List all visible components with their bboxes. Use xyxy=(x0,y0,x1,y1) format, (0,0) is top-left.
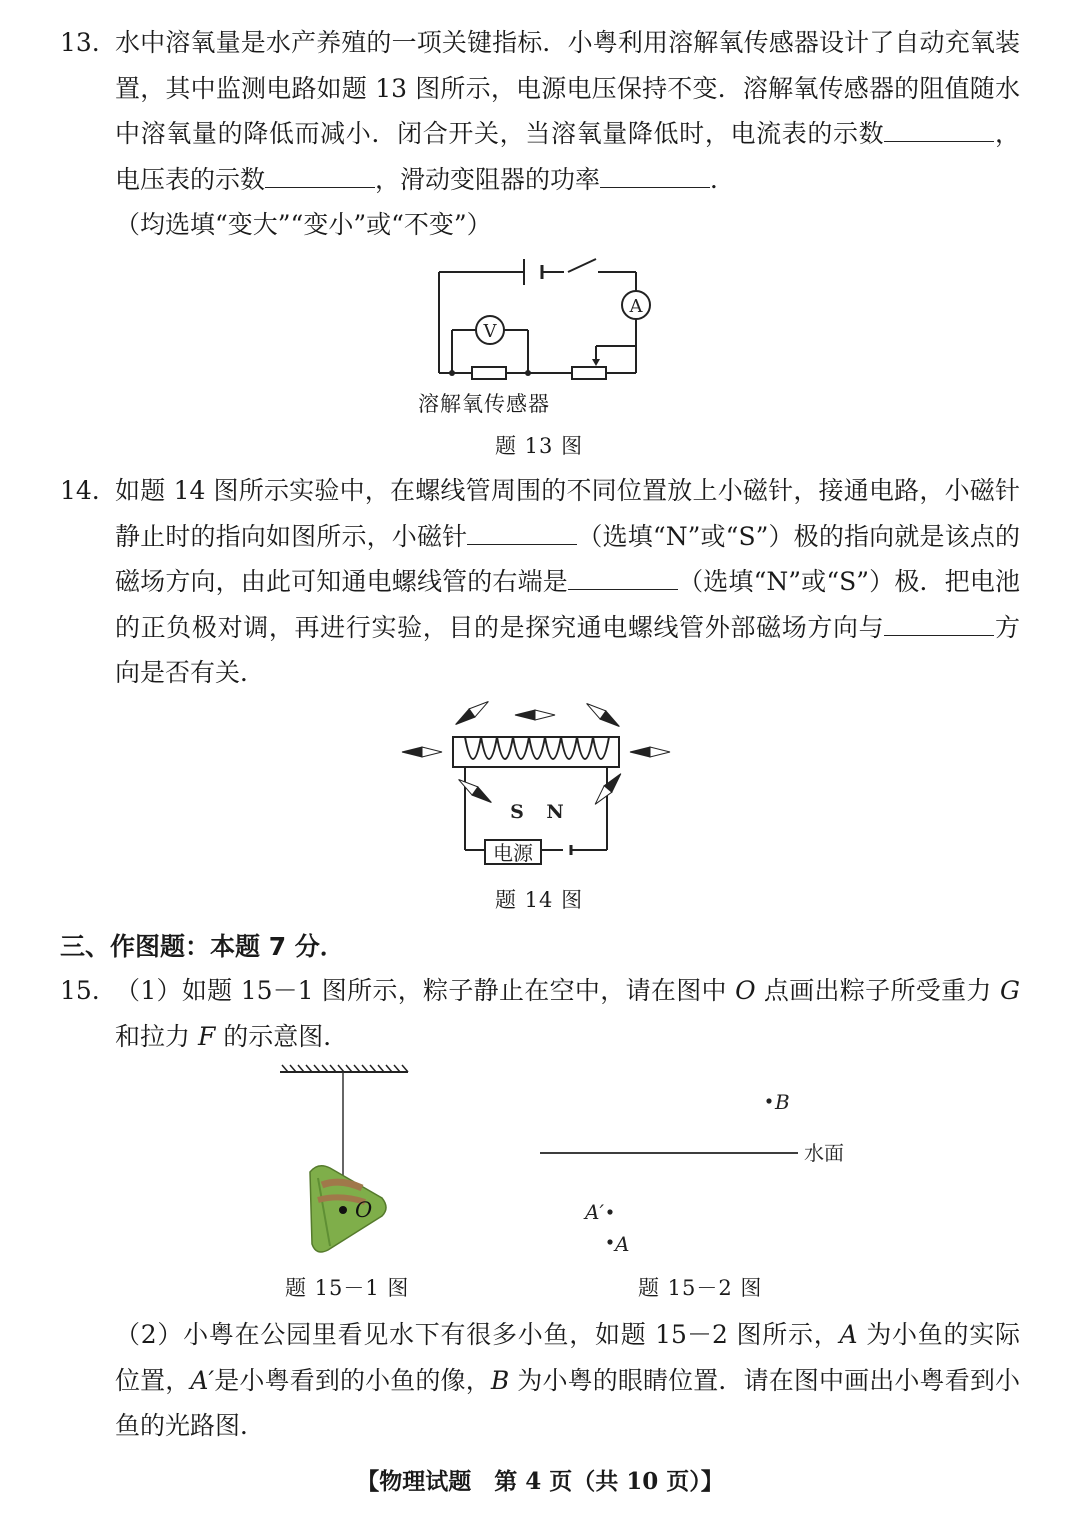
figure-caption-14: 题 14 图 xyxy=(495,888,584,912)
question-15-part1 xyxy=(60,968,1020,1059)
answer-blank[interactable] xyxy=(884,611,994,636)
zongzi-figure-15-1 xyxy=(270,1060,420,1260)
answer-blank[interactable] xyxy=(600,163,710,188)
power-source-label: 电源 xyxy=(493,841,533,865)
figure-caption-13: 题 13 图 xyxy=(495,434,584,458)
page-footer: 【物理试题 第 4 页（共 10 页）】 xyxy=(356,1468,724,1495)
point-a-label: A xyxy=(615,1232,630,1256)
ammeter-label: A xyxy=(629,296,643,317)
compass-needle xyxy=(630,747,670,757)
compass-needle xyxy=(515,710,555,720)
point-b-label: B xyxy=(775,1090,790,1114)
question-15-part2 xyxy=(60,1312,1020,1449)
point-o xyxy=(339,1206,347,1214)
point-b xyxy=(766,1098,771,1103)
ceiling-hatch xyxy=(282,1065,408,1072)
point-a-prime-label: A′ xyxy=(585,1200,604,1224)
point-o-label: O xyxy=(355,1198,373,1222)
question-body: （1）如题 15－1 图所示，粽子静止在空中，请在图中 O 点画出粽子所受重力 G 和拉力 F 的示意图． xyxy=(115,976,1020,1051)
answer-blank[interactable] xyxy=(265,163,375,188)
pole-label-n: N xyxy=(546,801,564,823)
question-body: 如题 14 图所示实验中，在螺线管周围的不同位置放上小磁针，接通电路，小磁针静止时的指向如图所示，小磁针 （选填“N”或“S”）极的指向就是该点的磁场方向，由此可知通电螺线管的右端是 （选填“N”或“S”）极．把电池的正负极对调，再进行实验，目的是探究通电螺线管外部磁场方向与 方向是否有关． xyxy=(115,476,1020,687)
figure-caption-15-1: 题 15－1 图 xyxy=(285,1276,410,1300)
question-number: 14. xyxy=(60,476,100,505)
question-13 xyxy=(60,20,1020,248)
voltmeter-label: V xyxy=(483,321,497,342)
point-a-prime xyxy=(607,1209,612,1214)
pole-label-s: S xyxy=(510,801,524,823)
water-figure-15-2 xyxy=(540,1085,860,1260)
question-number: 15. xyxy=(60,976,100,1005)
question-14 xyxy=(60,468,1020,696)
answer-blank[interactable] xyxy=(884,117,994,142)
solenoid-diagram-14 xyxy=(395,695,680,875)
answer-blank[interactable] xyxy=(467,520,577,545)
water-surface-label: 水面 xyxy=(804,1141,844,1165)
sensor-label: 溶解氧传感器 xyxy=(418,392,550,416)
question-number: 13. xyxy=(60,28,100,57)
compass-needle xyxy=(456,775,495,806)
compass-needle xyxy=(402,747,442,757)
section-heading: 三、作图题：本题 7 分． xyxy=(60,932,345,961)
question-body: 水中溶氧量是水产养殖的一项关键指标．小粤利用溶解氧传感器设计了自动充氧装置，其中监测电路如题 13 图所示，电源电压保持不变．溶解氧传感器的阻值随水中溶氧量的降低而减小．闭合开关，当溶氧量降低时，电流表的示数 ，电压表的示数 ，滑动变阻器的功率 ． （均选填“变大”“变小”或“不变”） xyxy=(115,28,1020,239)
answer-blank[interactable] xyxy=(568,565,678,590)
compass-needle xyxy=(453,697,492,728)
question-body: （2）小粤在公园里看见水下有很多小鱼，如题 15－2 图所示，A 为小鱼的实际位置，A′是小粤看到的小鱼的像，B 为小粤的眼睛位置．请在图中画出小粤看到小鱼的光路图． xyxy=(115,1320,1020,1440)
zongzi-body xyxy=(310,1166,386,1252)
compass-needle xyxy=(584,699,623,730)
point-a xyxy=(607,1239,612,1244)
figure-caption-15-2: 题 15－2 图 xyxy=(638,1276,763,1300)
